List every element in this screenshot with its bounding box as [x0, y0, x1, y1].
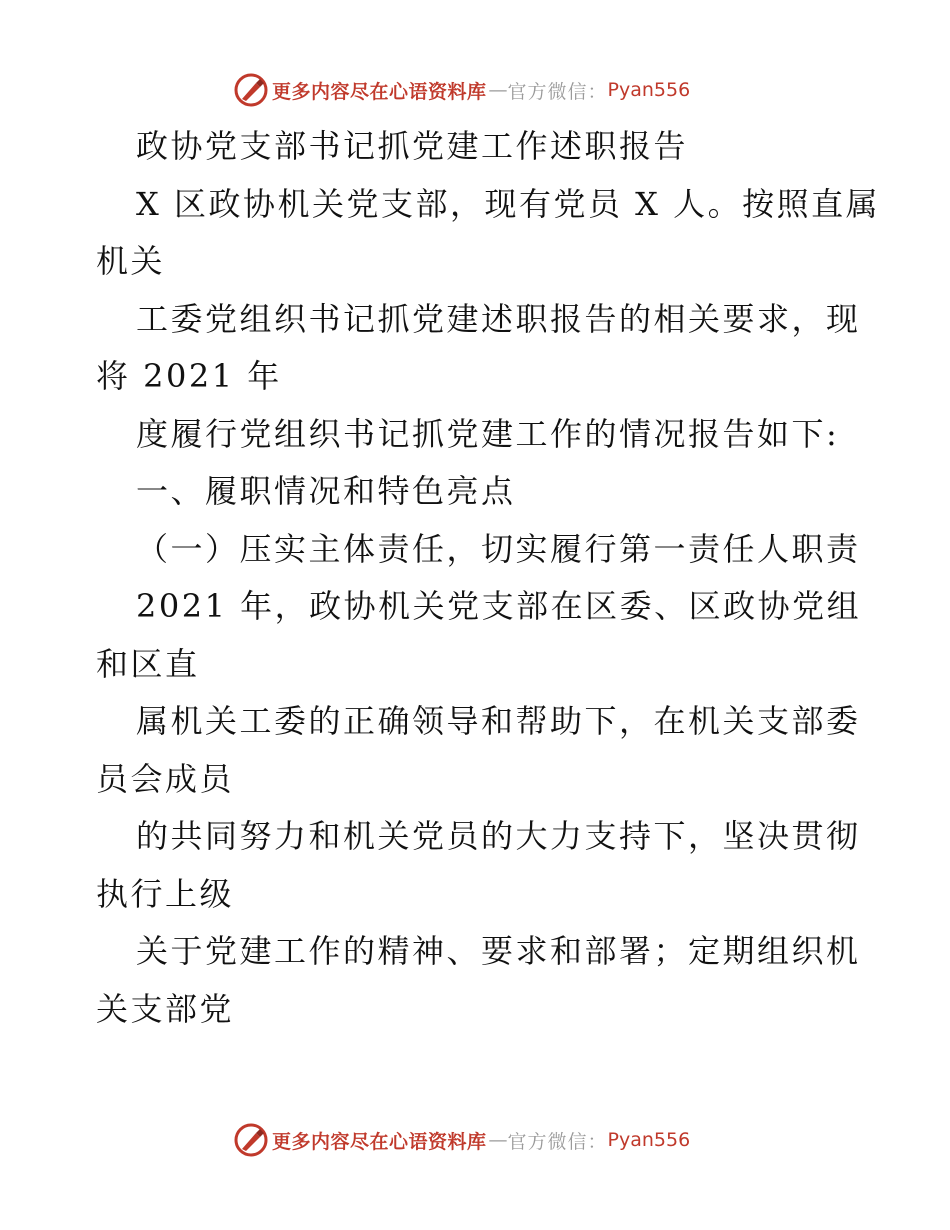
document-body	[96, 118, 881, 1038]
document-title: 政协党支部书记抓党建工作述职报告	[136, 127, 689, 165]
watermark-wechat-label: 官方微信：	[507, 1130, 608, 1153]
pen-seal-icon	[234, 1123, 268, 1157]
body-line: 2021 年，政协机关党支部在区委、区政协党组	[136, 587, 862, 625]
watermark-site-text: 更多内容尽在心语资料库	[272, 1130, 487, 1153]
body-line: X 区政协机关党支部，现有党员 X 人。按照直属	[136, 184, 881, 223]
pen-seal-icon	[234, 73, 268, 107]
body-line: 将 2021 年	[96, 357, 282, 395]
body-line: 员会成员	[96, 759, 235, 798]
body-line: 执行上级	[96, 874, 235, 913]
body-line: 属机关工委的正确领导和帮助下，在机关支部委	[136, 702, 861, 740]
watermark-wechat-id: Pyan556	[607, 79, 691, 101]
watermark-dash: —	[488, 1129, 506, 1151]
watermark-wechat-label: 官方微信：	[507, 80, 608, 103]
section-heading: 一、履职情况和特色亮点	[136, 472, 516, 510]
body-line: 的共同努力和机关党员的大力支持下，坚决贯彻	[136, 817, 861, 855]
body-line: 度履行党组织书记抓党建工作的情况报告如下:	[136, 414, 840, 453]
watermark-dash: —	[488, 79, 506, 101]
watermark-wechat-id: Pyan556	[607, 1129, 691, 1151]
body-line: 和区直	[96, 644, 200, 683]
subsection-heading: （一）压实主体责任，切实履行第一责任人职责	[136, 529, 861, 568]
footer-watermark	[234, 1122, 690, 1158]
watermark-site-text: 更多内容尽在心语资料库	[272, 80, 487, 103]
body-line: 关支部党	[96, 989, 235, 1028]
body-line: 机关	[96, 242, 166, 280]
body-line: 工委党组织书记抓党建述职报告的相关要求，现	[136, 299, 861, 338]
body-line: 关于党建工作的精神、要求和部署；定期组织机	[136, 932, 861, 970]
header-watermark	[234, 72, 690, 108]
